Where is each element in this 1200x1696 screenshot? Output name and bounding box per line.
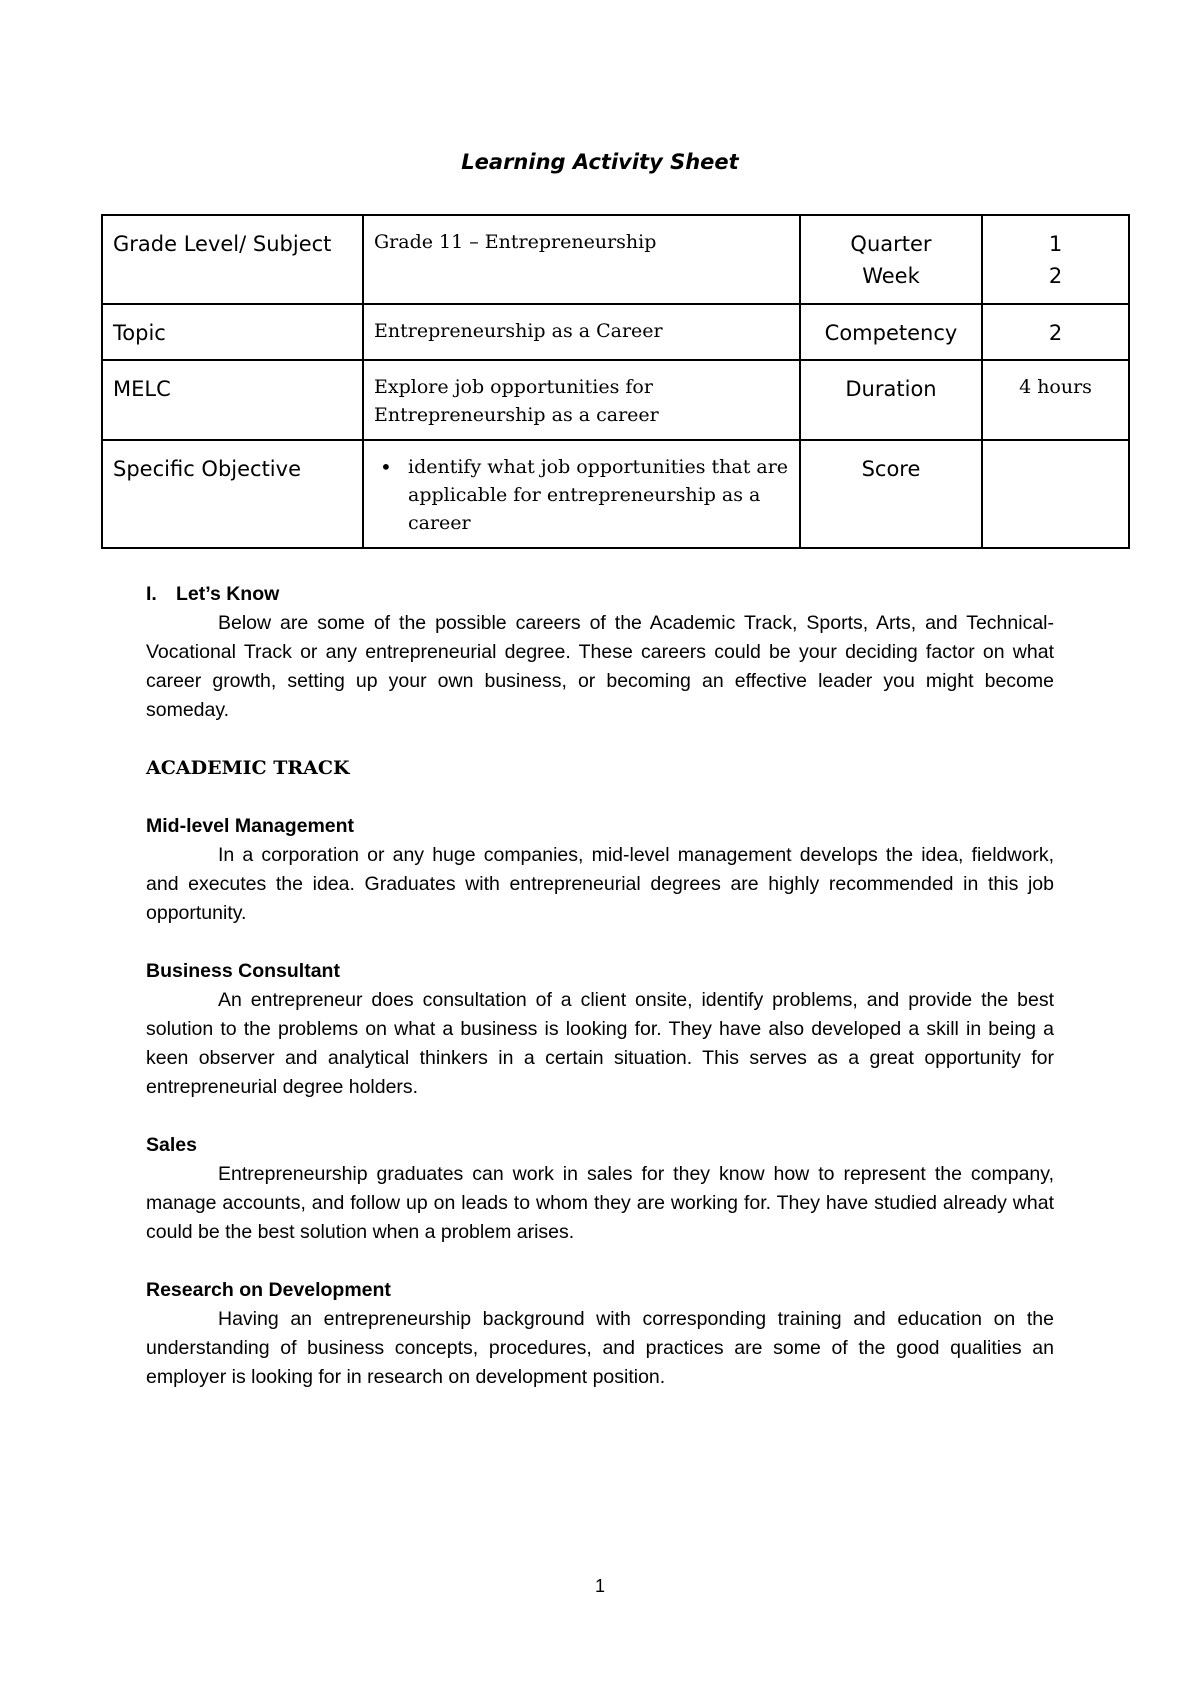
- score-label-cell: [800, 440, 982, 548]
- score-label: Score: [861, 457, 921, 481]
- duration-value: 4 hours: [1019, 376, 1092, 398]
- topic-label: Topic: [113, 321, 166, 345]
- info-table: [101, 214, 1130, 549]
- melc-value-cell: [363, 360, 800, 440]
- career-text: Having an entrepreneurship background with corresponding training and education on the understanding of business concepts, procedures, and practices are some of the good qualities an employer is looking for in research on development position.: [146, 1308, 1054, 1388]
- career-text: An entrepreneur does consultation of a client onsite, identify problems, and provide the best solution to the problems on what a business is looking for. They have also developed a skill in being a keen observer and analytical thinkers in a certain situation. This serves as a great opportunity for entrepreneurial degree holders.: [146, 989, 1054, 1098]
- table-row: [102, 360, 1129, 440]
- week-value: 2: [1048, 264, 1063, 288]
- melc-value: Explore job opportunities for Entrepreneurship as a career: [374, 376, 659, 426]
- section-title: Let’s Know: [176, 583, 280, 605]
- duration-label-cell: [800, 360, 982, 440]
- competency-label: Competency: [824, 321, 958, 345]
- quarter-value: 1: [1048, 232, 1063, 256]
- section-intro: Below are some of the possible careers of the Academic Track, Sports, Arts, and Technical-Vocational Track or any entrepreneurial degree. These careers could be your deciding factor on what career growth, setting up your own business, or becoming an effective leader you might become someday.: [146, 612, 1054, 721]
- quarter-label: Quarter: [850, 232, 932, 256]
- career-text: Entrepreneurship graduates can work in sales for they know how to represent the company, manage accounts, and follow up on leads to whom they are working for. They have studied already what could be the best solution when a problem arises.: [146, 1163, 1054, 1243]
- melc-label-cell: [102, 360, 363, 440]
- competency-value: 2: [1048, 321, 1063, 345]
- competency-value-cell: [982, 304, 1129, 360]
- career-title: Mid-level Management: [146, 815, 355, 837]
- duration-label: Duration: [845, 377, 937, 401]
- career-title: Sales: [146, 1134, 197, 1156]
- grade-level-value-cell: [363, 215, 800, 304]
- quarter-week-label-cell: [800, 215, 982, 304]
- grade-level-value: Grade 11 – Entrepreneurship: [374, 231, 657, 253]
- grade-level-label: Grade Level/ Subject: [113, 232, 332, 256]
- week-label: Week: [862, 264, 920, 288]
- topic-value: Entrepreneurship as a Career: [374, 320, 663, 342]
- melc-label: MELC: [113, 377, 171, 401]
- duration-value-cell: [982, 360, 1129, 440]
- competency-label-cell: [800, 304, 982, 360]
- topic-label-cell: [102, 304, 363, 360]
- objective-value-cell: [363, 440, 800, 548]
- table-row: [102, 304, 1129, 360]
- table-row: [102, 440, 1129, 548]
- track-heading: ACADEMIC TRACK: [146, 757, 350, 779]
- topic-value-cell: [363, 304, 800, 360]
- career-title: Research on Development: [146, 1279, 391, 1301]
- score-value-cell: [982, 440, 1129, 548]
- grade-level-label-cell: [102, 215, 363, 304]
- document-title: Learning Activity Sheet: [461, 150, 739, 174]
- objective-label-cell: [102, 440, 363, 548]
- document-body: [146, 580, 1054, 1392]
- objective-list: [374, 453, 789, 537]
- page-number: 1: [594, 1576, 605, 1596]
- table-row: [102, 215, 1129, 304]
- career-text: In a corporation or any huge companies, mid-level management develops the idea, fieldwork, and executes the idea. Graduates with entrepreneurial degrees are highly recommended in this job opportunity.: [146, 844, 1054, 924]
- section-number: I.: [146, 583, 157, 605]
- objective-label: Specific Objective: [113, 457, 301, 481]
- objective-item: • identify what job opportunities that are applicable for entrepreneurship as a career: [408, 453, 789, 537]
- quarter-week-value-cell: [982, 215, 1129, 304]
- section-heading: [146, 580, 1054, 609]
- career-title: Business Consultant: [146, 960, 340, 982]
